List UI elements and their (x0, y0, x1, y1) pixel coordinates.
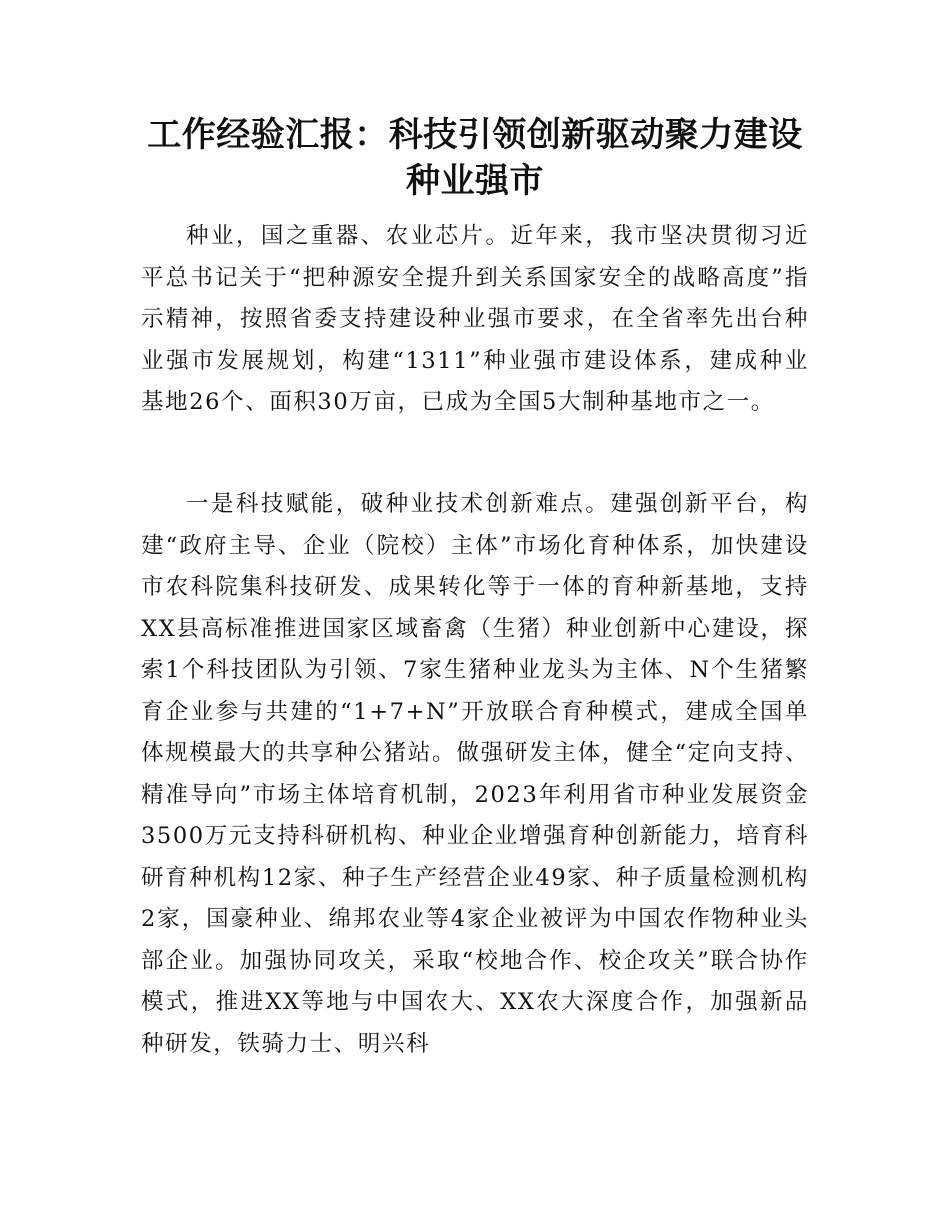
section-one-paragraph: 一是科技赋能，破种业技术创新难点。建强创新平台，构建“政府主导、企业（院校）主体”市场化育种体系，加快建设市农科院集科技研发、成果转化等于一体的育种新基地，支持XX县高标准推进国家区域畜禽（生猪）种业创新中心建设，探索1个科技团队为引领、7家生猪种业龙头为主体、N个生猪繁育企业参与共建的“1+7+N”开放联合育种模式，建成全国单体规模最大的共享种公猪站。做强研发主体，健全“定向支持、精准导向”市场主体培育机制，2023年利用省市种业发展资金3500万元支持科研机构、种业企业增强育种创新能力，培育科研育种机构12家、种子生产经营企业49家、种子质量检测机构2家，国豪种业、绵邦农业等4家企业被评为中国农作物种业头部企业。加强协同攻关，采取“校地合作、校企攻关”联合协作模式，推进XX等地与中国农大、XX农大深度合作，加强新品种研发，铁骑力士、明兴科 (141, 491, 809, 1057)
document-title: 工作经验汇报：科技引领创新驱动聚力建设种业强市 (147, 115, 803, 201)
intro-paragraph: 种业，国之重器、农业芯片。近年来，我市坚决贯彻习近平总书记关于“把种源安全提升到关系国家安全的战略高度”指示精神，按照省委支持建设种业强市要求，在全省率先出台种业强市发展规划，构建“1311”种业强市建设体系，建成种业基地26个、面积30万亩，已成为全国5大制种基地市之一。 (141, 223, 809, 415)
